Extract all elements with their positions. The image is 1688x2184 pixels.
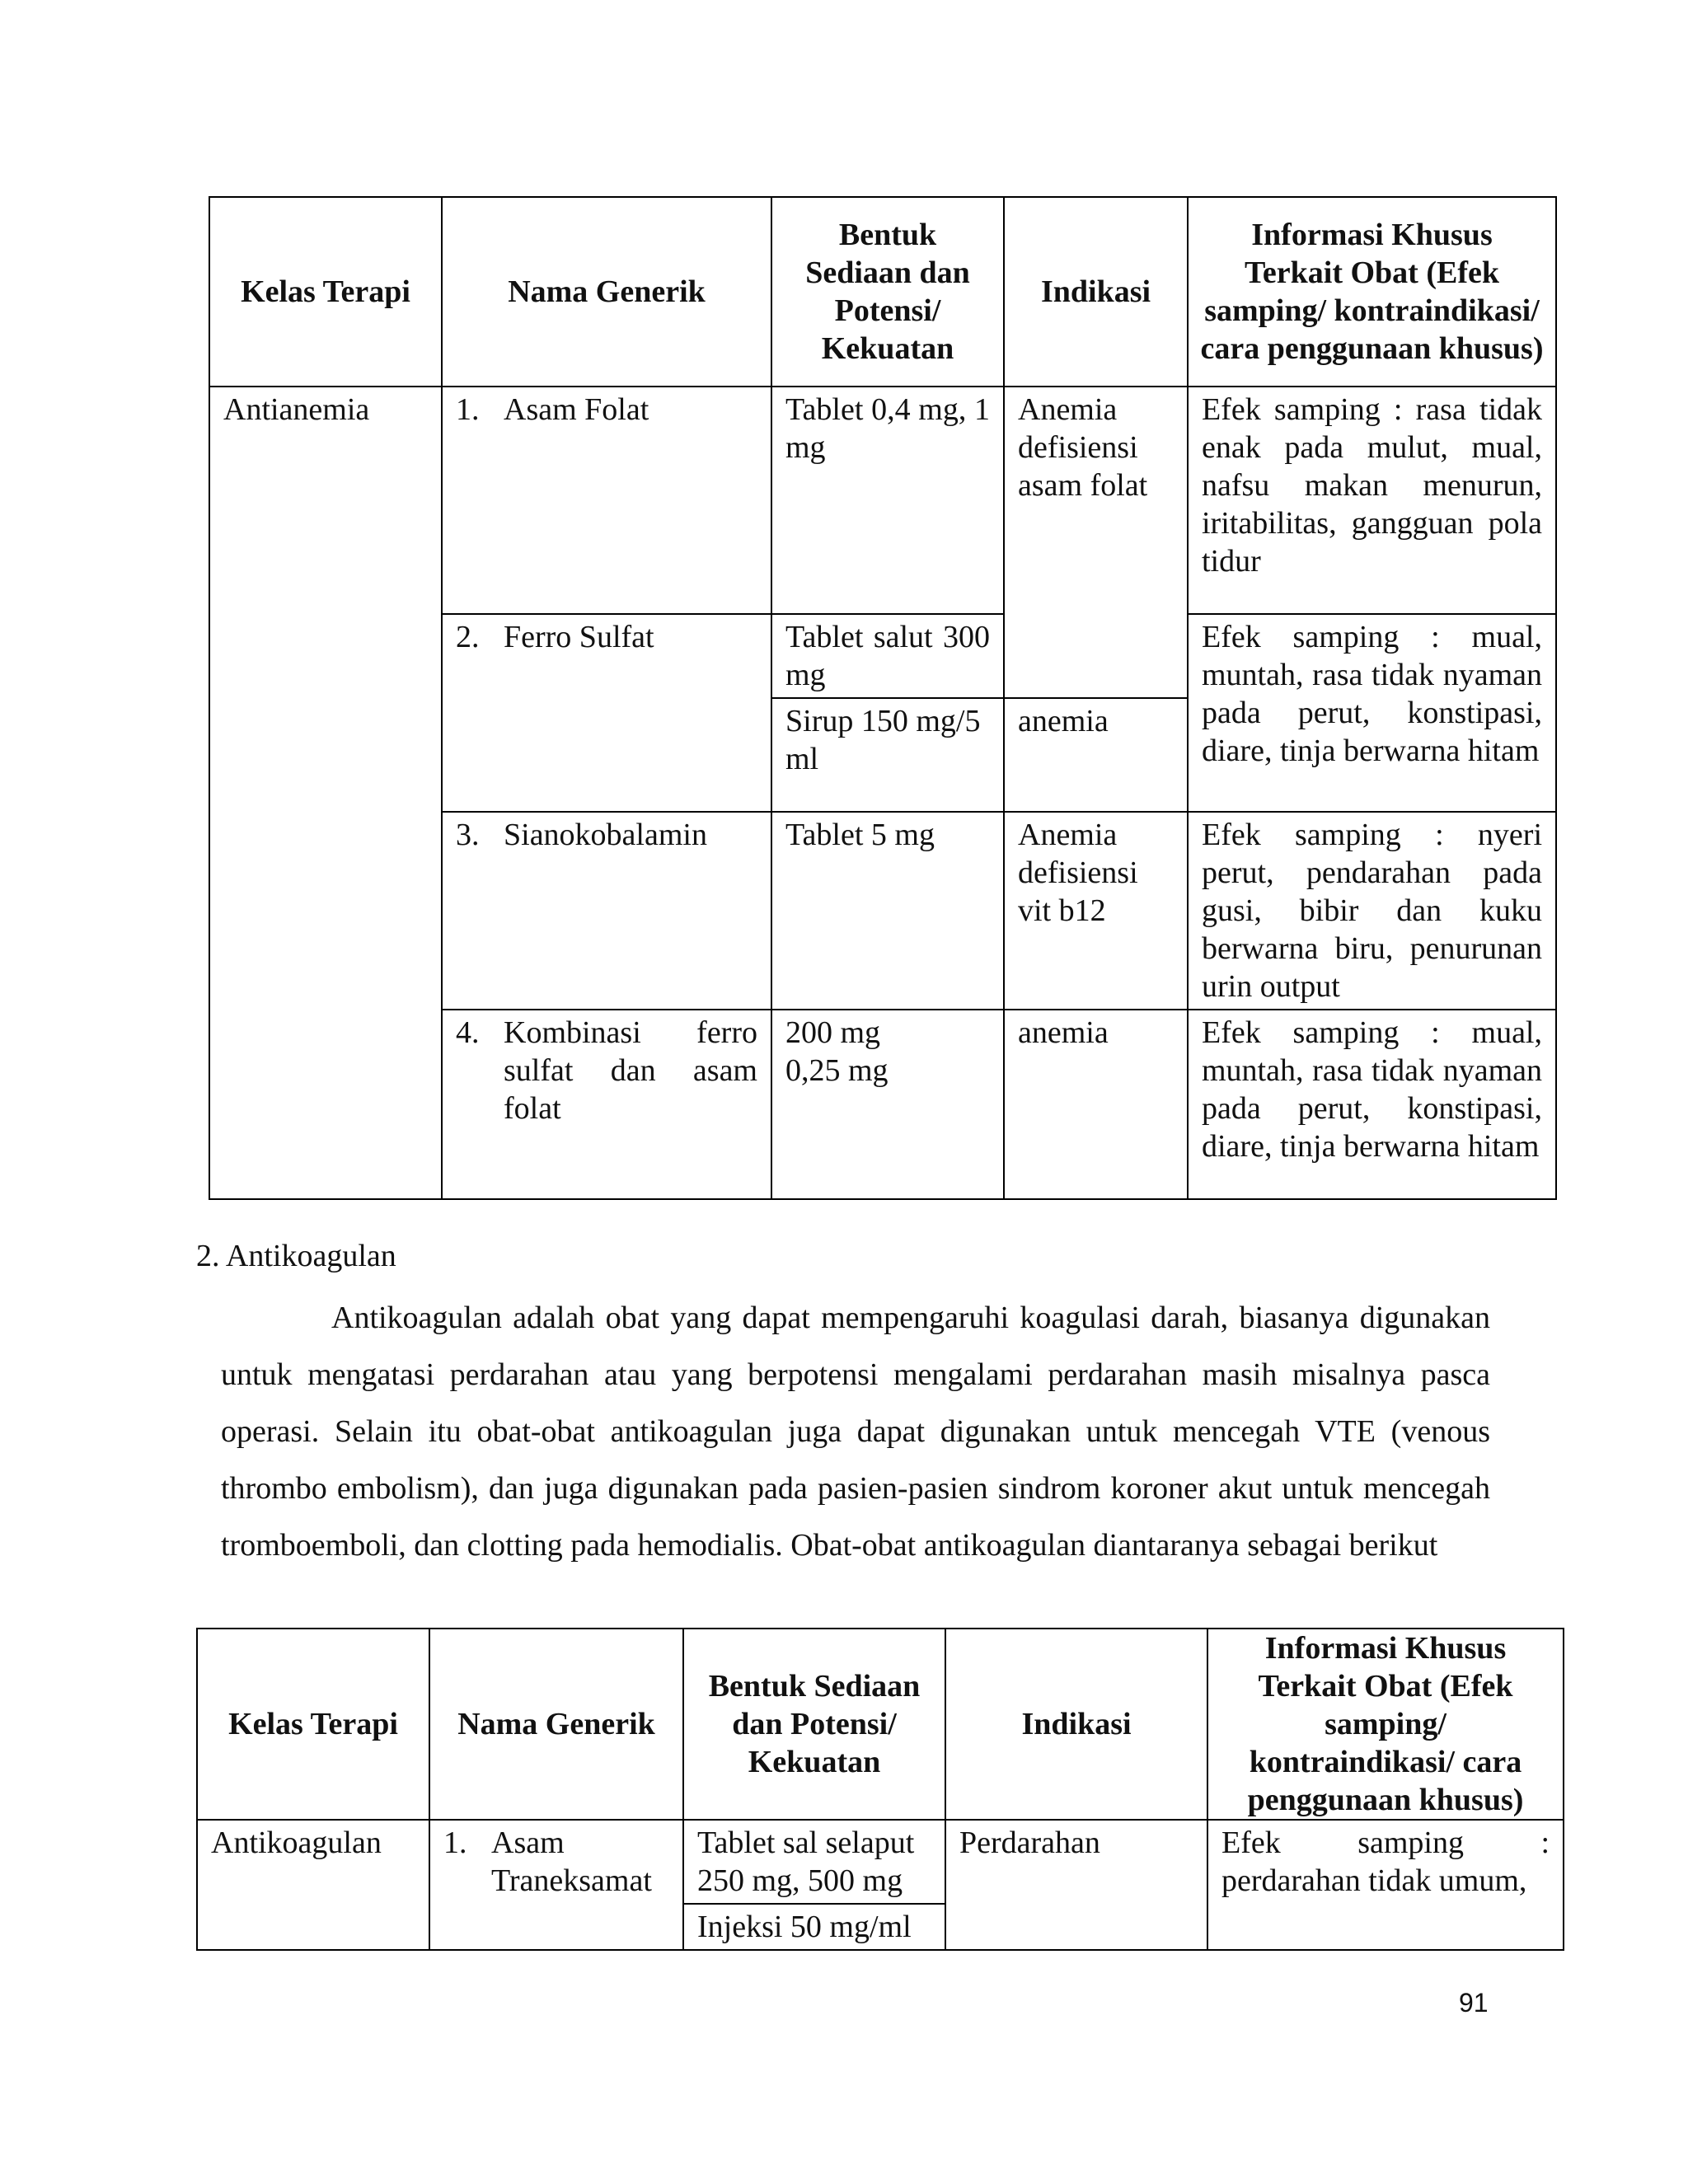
indikasi-cell: anemia <box>1004 1010 1188 1199</box>
section-paragraph: Antikoagulan adalah obat yang dapat mempengaruhi koagulasi darah, biasanya digunakan untuk mengatasi perdarahan atau yang berpotensi mengalami perdarahan masih misalnya pasca operasi. Selain itu obat-obat antikoagulan juga dapat digunakan untuk mencegah VTE (venous thrombo embolism), dan juga digunakan pada pasien-pasien sindrom koroner akut untuk mencegah tromboemboli, dan clotting pada hemodialis. Obat-obat antikoagulan diantaranya sebagai berikut <box>221 1301 1490 1563</box>
bentuk-sediaan-cell: Sirup 150 mg/5 ml <box>771 698 1004 812</box>
nama-generik-cell: 4. Kombinasi ferro sulfat dan asam folat <box>442 1010 771 1199</box>
informasi-cell: Efek samping : rasa tidak enak pada mulut, mual, nafsu makan menurun, iritabilitas, gangguan pola tidur <box>1188 387 1556 614</box>
table-header-row <box>209 197 1556 387</box>
header-informasi-khusus: Informasi Khusus Terkait Obat (Efek samping/ kontraindikasi/ cara penggunaan khusus) <box>1207 1629 1564 1820</box>
page-number: 91 <box>1459 1988 1489 2018</box>
indikasi-cell: Anemia defisiensi asam folat <box>1004 387 1188 698</box>
indikasi-cell: Anemia defisiensi vit b12 <box>1004 812 1188 1010</box>
informasi-cell: Efek samping : perdarahan tidak umum, <box>1207 1820 1564 1950</box>
indikasi-cell: anemia <box>1004 698 1188 812</box>
drug-name: Asam Folat <box>504 392 649 427</box>
section-heading: 2. Antikoagulan <box>196 1239 396 1273</box>
header-kelas-terapi: Kelas Terapi <box>209 197 442 387</box>
table-row <box>209 387 1556 614</box>
drug-name: Ferro Sulfat <box>504 620 654 654</box>
header-kelas-terapi: Kelas Terapi <box>197 1629 429 1820</box>
bentuk-sediaan-cell: Tablet 0,4 mg, 1 mg <box>771 387 1004 614</box>
table-header-row <box>197 1629 1564 1820</box>
kelas-terapi-cell: Antianemia <box>209 387 442 1199</box>
bentuk-sediaan-cell: Tablet salut 300 mg <box>771 614 1004 698</box>
drug-name: Sianokobalamin <box>504 818 707 852</box>
header-indikasi: Indikasi <box>1004 197 1188 387</box>
informasi-cell: Efek samping : mual, muntah, rasa tidak nyaman pada perut, konstipasi, diare, tinja berwarna hitam <box>1188 1010 1556 1199</box>
header-nama-generik: Nama Generik <box>429 1629 683 1820</box>
drug-name: Asam Traneksamat <box>491 1825 652 1898</box>
nama-generik-cell: 3. Sianokobalamin <box>442 812 771 1010</box>
bentuk-sediaan-cell: Tablet sal selaput 250 mg, 500 mg <box>683 1820 945 1904</box>
drug-name: Kombinasi ferro sulfat dan asam folat <box>504 1015 757 1126</box>
antianemia-table <box>209 196 1557 1200</box>
header-indikasi: Indikasi <box>945 1629 1207 1820</box>
bentuk-sediaan-cell <box>771 1010 1004 1199</box>
header-bentuk-sediaan: Bentuk Sediaan dan Potensi/ Kekuatan <box>683 1629 945 1820</box>
header-informasi-khusus: Informasi Khusus Terkait Obat (Efek samping/ kontraindikasi/ cara penggunaan khusus) <box>1188 197 1556 387</box>
bentuk-sediaan-cell: Injeksi 50 mg/ml <box>683 1904 945 1950</box>
bentuk-sediaan-cell: Tablet 5 mg <box>771 812 1004 1010</box>
antikoagulan-table <box>196 1628 1564 1951</box>
nama-generik-cell: 2. Ferro Sulfat <box>442 614 771 812</box>
kelas-terapi-cell: Antikoagulan <box>197 1820 429 1950</box>
indikasi-cell: Perdarahan <box>945 1820 1207 1950</box>
header-nama-generik: Nama Generik <box>442 197 771 387</box>
informasi-cell: Efek samping : mual, muntah, rasa tidak nyaman pada perut, konstipasi, diare, tinja berwarna hitam <box>1188 614 1556 812</box>
bentuk-line: 0,25 mg <box>785 1053 889 1088</box>
bentuk-line: 200 mg <box>785 1015 881 1050</box>
table-row <box>197 1820 1564 1904</box>
nama-generik-cell: 1. Asam Traneksamat <box>429 1820 683 1950</box>
nama-generik-cell: 1. Asam Folat <box>442 387 771 614</box>
header-bentuk-sediaan: Bentuk Sediaan dan Potensi/ Kekuatan <box>771 197 1004 387</box>
informasi-cell: Efek samping : nyeri perut, pendarahan pada gusi, bibir dan kuku berwarna biru, penurunan urin output <box>1188 812 1556 1010</box>
